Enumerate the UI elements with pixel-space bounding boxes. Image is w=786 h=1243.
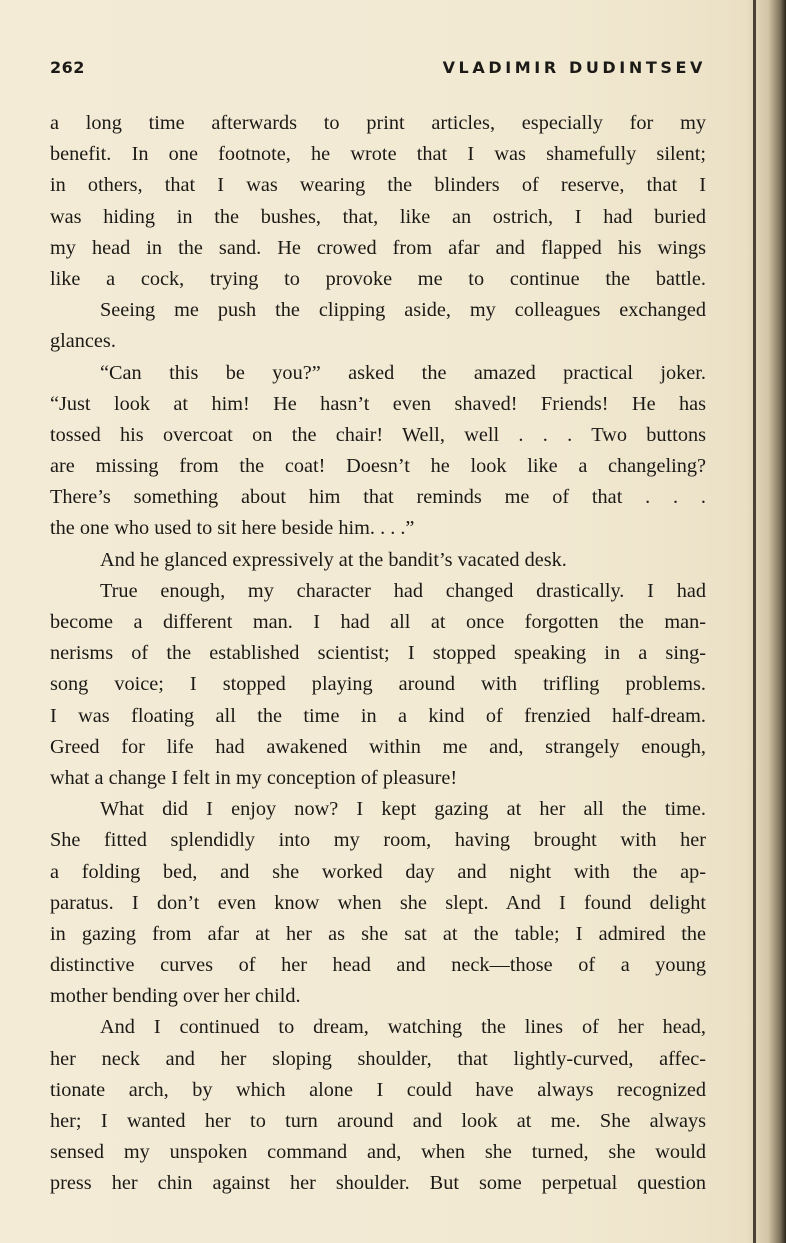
text-line: mother bending over her child. [50, 985, 301, 1008]
page-binding-shadow [746, 0, 786, 1243]
text-line: Seeing me push the clipping aside, my colleagues exchanged [100, 299, 706, 322]
text-line: become a different man. I had all at once forgotten the man- [50, 611, 706, 633]
text-line: I was floating all the time in a kind of frenzied half-dream. [50, 704, 706, 727]
text-line: in others, that I was wearing the blinders of reserve, that I [50, 174, 706, 197]
text-line: nerisms of the established scientist; I stopped speaking in a sing- [50, 642, 706, 665]
text-line: a folding bed, and she worked day and night with the ap- [50, 860, 706, 883]
text-line: Greed for life had awakened within me and, strangely enough, [50, 735, 706, 758]
text-line: tionate arch, by which alone I could have always recognized [50, 1078, 706, 1101]
text-line: “Just look at him! He hasn’t even shaved! Friends! He has [50, 392, 706, 415]
text-line: my head in the sand. He crowed from afar and flapped his wings [50, 236, 706, 259]
text-line: “Can this be you?” asked the amazed practical joker. [100, 361, 706, 384]
text-line: She fitted splendidly into my room, having brought with her [50, 829, 706, 852]
page-header [50, 58, 706, 86]
text-line: True enough, my character had changed drastically. I had [100, 579, 706, 602]
text-line: glances. [50, 330, 116, 353]
text-line: tossed his overcoat on the chair! Well, well . . . Two buttons [50, 423, 706, 446]
text-line: what a change I felt in my conception of pleasure! [50, 766, 458, 789]
page-binding-edge [753, 0, 756, 1243]
text-line: And I continued to dream, watching the lines of her head, [100, 1016, 706, 1039]
text-line: distinctive curves of her head and neck—those of a young [50, 954, 706, 977]
text-line: paratus. I don’t even know when she slept. And I found delight [50, 891, 706, 914]
text-line: are missing from the coat! Doesn’t he look like a changeling? [50, 455, 706, 478]
text-line: sensed my unspoken command and, when she turned, she would [50, 1141, 706, 1164]
text-line: benefit. In one footnote, he wrote that I was shamefully silent; [50, 143, 706, 166]
text-line: in gazing from afar at her as she sat at the table; I admired the [50, 922, 706, 945]
body-text [50, 108, 706, 1200]
text-line: What did I enjoy now? I kept gazing at her all the time. [100, 798, 706, 821]
text-line: song voice; I stopped playing around with trifling problems. [50, 673, 706, 696]
text-line: press her chin against her shoulder. But some perpetual question [50, 1172, 706, 1195]
text-line: was hiding in the bushes, that, like an ostrich, I had buried [50, 205, 706, 228]
text-line: her; I wanted her to turn around and look at me. She always [50, 1110, 706, 1132]
text-line: like a cock, trying to provoke me to continue the battle. [50, 267, 706, 290]
text-line: her neck and her sloping shoulder, that lightly-curved, affec- [50, 1047, 706, 1070]
text-line: a long time afterwards to print articles, especially for my [50, 112, 706, 134]
text-line: the one who used to sit here beside him. . . .” [50, 517, 415, 540]
text-line: And he glanced expressively at the bandit’s vacated desk. [100, 548, 567, 571]
text-line: There’s something about him that reminds me of that . . . [50, 486, 706, 509]
running-head: VLADIMIR DUDINTSEV [442, 58, 706, 77]
page-number: 262 [50, 58, 85, 77]
